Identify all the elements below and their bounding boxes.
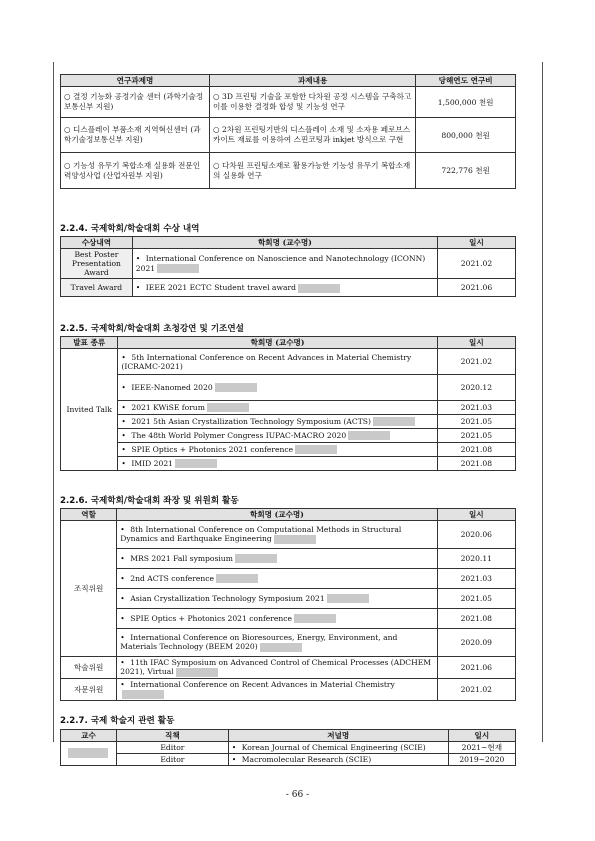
section-title-committee: 2.2.6. 국제학회/학술대회 좌장 및 위원회 활동 [60,496,239,506]
award-conference: IEEE 2021 ECTC Student travel award [145,283,296,293]
journal-date: 2021~현재 [448,742,515,754]
invited-conference: SPIE Optics + Photonics 2021 conference [131,444,294,454]
committee-conference-cell [117,609,437,629]
project-content: ○ 3D 프린팅 기술을 포함한 다차원 공정 시스템을 구축하고 이를 이용한 결정화 합성 및 기능성 연구 [210,87,416,118]
bullet: • [120,593,125,603]
committee-conference-cell [117,569,437,589]
bullet: • [121,402,126,412]
committee-conference: International Conference on Recent Advances in Material Chemistry [130,680,395,690]
project-amount: 1,500,000 천원 [416,87,516,118]
committee-date: 2020.06 [437,521,515,549]
journal-name: Korean Journal of Chemical Engineering (SCIE) [241,743,426,753]
award-date: 2021.02 [437,249,515,279]
bullet: • [120,633,125,643]
redaction-box [348,431,390,440]
section-title-invited: 2.2.5. 국제학회/학술대회 초청강연 및 기조연설 [60,324,244,334]
header-project-amount: 당해연도 연구비 [416,75,516,87]
committee-conference: MRS 2021 Fall symposium [130,553,233,563]
redaction-box [327,594,369,603]
invited-date: 2021.05 [437,429,515,443]
bullet: • [231,743,237,753]
invited-conference-cell [118,429,437,443]
journal-position: Editor [116,742,228,754]
journal-name-cell [228,754,448,766]
committee-conference-cell [117,657,437,679]
role-label: 자문위원 [61,679,117,701]
header-role: 역할 [61,509,117,521]
bullet: • [121,430,126,440]
invited-date: 2021.08 [437,457,515,471]
redaction-box [176,668,218,677]
committee-table [60,508,516,701]
invited-conference: The 48th World Polymer Congress IUPAC-MACRO 2020 [131,430,347,440]
bullet: • [121,458,126,468]
header-conference: 학회명 (교수명) [118,337,437,349]
invited-conference-cell [118,457,437,471]
award-name: Best Poster Presentation Award [61,249,133,279]
section-title-awards: 2.2.4. 국제학회/학술대회 수상 내역 [60,224,200,234]
invited-conference-cell [118,415,437,429]
invited-conference-cell [118,401,437,415]
header-professor: 교수 [61,730,117,742]
award-conference-cell [132,279,437,297]
journal-name: Macromolecular Research (SCIE) [241,755,372,765]
header-project-content: 과제내용 [210,75,416,87]
invited-conference: 2021 5th Asian Crystallization Technology Symposium (ACTS) [131,416,371,426]
committee-date: 2021.02 [437,679,515,701]
bullet: • [120,658,125,668]
redaction-box [216,574,258,583]
header-position: 직책 [116,730,228,742]
header-type: 발표 종류 [61,337,118,349]
bullet: • [121,352,126,362]
bullet: • [120,613,125,623]
redaction-box [68,748,108,758]
talk-type: Invited Talk [61,349,118,471]
committee-date: 2020.11 [437,549,515,569]
committee-conference: 2nd ACTS conference [130,573,215,583]
journal-name-cell [228,742,448,754]
award-date: 2021.06 [437,279,515,297]
journal-date: 2019~2020 [448,754,515,766]
project-content: ○ 2차원 프린팅기반의 디스플레이 소재 및 소자용 페로브스카이트 재료를 이용하여 스핀코팅과 inkjet 방식으로 구현 [210,118,416,153]
redaction-box [215,383,257,392]
header-award: 수상내역 [61,237,133,249]
invited-conference: IEEE-Nanomed 2020 [131,382,213,392]
journal-position: Editor [116,754,228,766]
header-date: 일시 [437,337,515,349]
committee-date: 2020.09 [437,629,515,657]
committee-date: 2021.06 [437,657,515,679]
role-label: 조직위원 [61,521,117,657]
header-date: 일시 [437,237,515,249]
invited-date: 2021.03 [437,401,515,415]
bullet: • [121,444,126,454]
award-conference-cell [132,249,437,279]
redaction-box [207,403,249,412]
page-number: - 66 - [285,790,310,800]
committee-conference: Asian Crystallization Technology Symposium 2021 [130,593,325,603]
bullet: • [231,755,237,765]
bullet: • [135,254,141,264]
bullet: • [120,553,125,563]
awards-table [60,236,516,297]
committee-conference: International Conference on Bioresources, Energy, Environment, and Materials Technology (BEEM 2020) [120,633,398,652]
redaction-box [373,417,415,426]
committee-conference: 8th International Conference on Computational Methods in Structural Dynamics and Earthquake Engineering [120,525,402,544]
journal-table [60,729,516,766]
invited-date: 2020.12 [437,375,515,401]
invited-date: 2021.02 [437,349,515,375]
project-amount: 800,000 천원 [416,118,516,153]
project-name: ○ 결정 기능화 공정기술 센터 (과학기술정보통신부 지원) [61,87,210,118]
invited-date: 2021.05 [437,415,515,429]
project-table [60,74,516,189]
invited-conference: 2021 KWiSE forum [131,402,205,412]
header-project-name: 연구과제명 [61,75,210,87]
professor-cell [61,742,117,766]
bullet: • [120,525,125,535]
invited-conference-cell [118,349,437,375]
project-amount: 722,776 천원 [416,153,516,189]
project-name: ○ 디스플레이 부품소재 지역혁신센터 (과학기술정보통신부 지원) [61,118,210,153]
project-content: ○ 다차원 프린팅소재로 활용가능한 기능성 유무기 복합소재의 실용화 연구 [210,153,416,189]
header-date: 일시 [437,509,515,521]
redaction-box [295,445,337,454]
bullet: • [120,573,125,583]
redaction-box [175,459,217,468]
invited-table [60,336,516,471]
bullet: • [120,680,125,690]
redaction-box [157,264,199,273]
committee-conference-cell [117,549,437,569]
invited-conference-cell [118,443,437,457]
redaction-box [298,284,340,293]
committee-conference-cell [117,679,437,701]
committee-conference: SPIE Optics + Photonics 2021 conference [130,613,293,623]
section-title-journal: 2.2.7. 국제 학술지 관련 활동 [60,716,175,726]
bullet: • [121,382,126,392]
header-conference: 학회명 (교수명) [117,509,437,521]
committee-date: 2021.05 [437,589,515,609]
invited-conference-cell [118,375,437,401]
committee-date: 2021.03 [437,569,515,589]
redaction-box [260,643,302,652]
award-conference: International Conference on Nanoscience and Nanotechnology (ICONN) 2021 [135,254,426,273]
committee-conference-cell [117,589,437,609]
project-name: ○ 기능성 유무기 복합소재 실용화 전문인력양성사업 (산업자원부 지원) [61,153,210,189]
invited-date: 2021.08 [437,443,515,457]
invited-conference: IMID 2021 [131,458,173,468]
bullet: • [135,283,141,293]
redaction-box [122,690,164,699]
committee-conference: 11th IFAC Symposium on Advanced Control of Chemical Processes (ADCHEM 2021), Virtual [120,658,432,677]
header-date: 일시 [448,730,515,742]
committee-conference-cell [117,521,437,549]
header-journal: 저널명 [228,730,448,742]
header-conference: 학회명 (교수명) [132,237,437,249]
redaction-box [294,614,336,623]
committee-conference-cell [117,629,437,657]
award-name: Travel Award [61,279,133,297]
redaction-box [235,554,277,563]
bullet: • [121,416,126,426]
redaction-box [274,535,316,544]
committee-date: 2021.08 [437,609,515,629]
role-label: 학술위원 [61,657,117,679]
invited-conference: 5th International Conference on Recent Advances in Material Chemistry (ICRAMC-2021) [121,352,412,371]
